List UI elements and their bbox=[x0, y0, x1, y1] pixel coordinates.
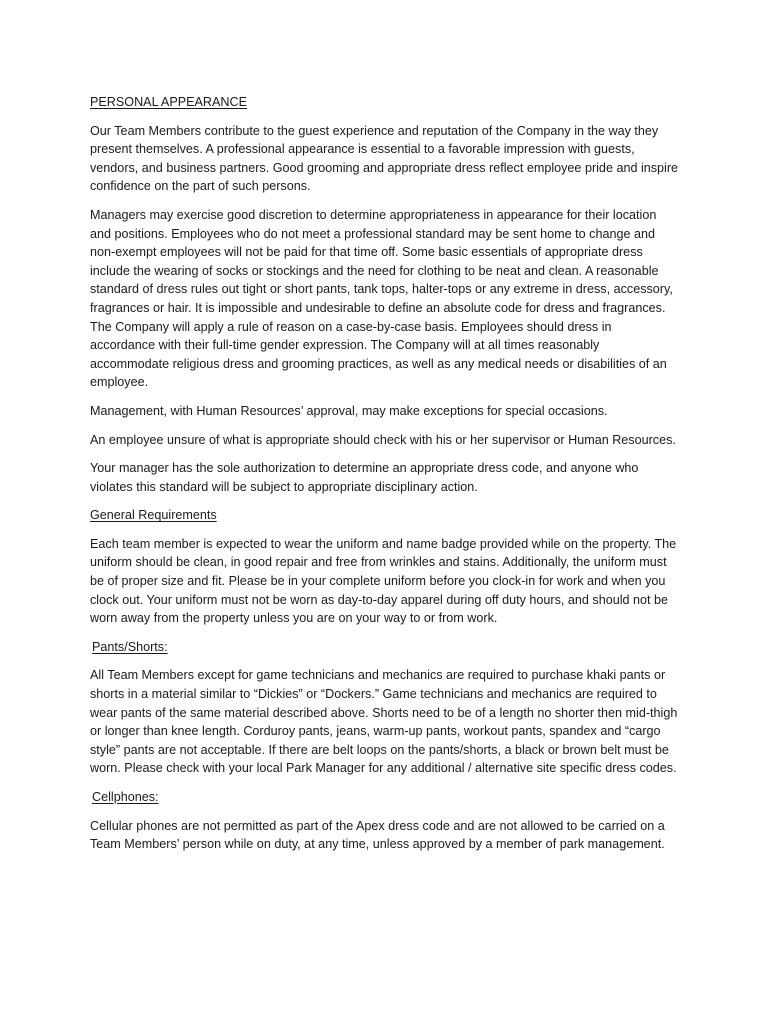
subheading-pants-shorts: Pants/Shorts: bbox=[92, 639, 168, 654]
paragraph-manager-authorization: Your manager has the sole authorization to determine an appropriate dress code, and anyone who violates this standard will be subject to appropriate disciplinary action. bbox=[90, 461, 639, 494]
document-body bbox=[90, 93, 680, 864]
subheading-general-requirements: General Requirements bbox=[90, 508, 217, 523]
paragraph-manager-discretion: Managers may exercise good discretion to determine appropriateness in appearance for their location and positions. Employees who do not meet a professional standard may be sent home to change and non-exempt employees will not be paid for that time off. Some basic essentials of appropriate dress include the wearing of socks or stockings and the need for clothing to be neat and clean. A reasonable standard of dress rules out tight or short pants, tank tops, halter-tops or any extreme in dress, accessory, fragrances or hair. It is impossible and undesirable to define an absolute code for dress and fragrances. The Company will apply a rule of reason on a case-by-case basis. Employees should dress in accordance with their full-time gender expression. The Company will at all times reasonably accommodate religious dress and grooming practices, as well as any medical needs or disabilities of an employee. bbox=[90, 207, 673, 390]
paragraph-pants-shorts: All Team Members except for game technicians and mechanics are required to purchase khaki pants or shorts in a material similar to “Dickies” or “Dockers.” Game technicians and mechanics are required to wear pants of the same material described above. Shorts need to be of a length no shorter then mid-thigh or longer than knee length. Corduroy pants, jeans, warm-up pants, workout pants, spandex and “cargo style” pants are not acceptable. If there are belt loops on the pants/shorts, a black or brown belt must be worn. Please check with your local Park Manager for any additional / alternative site specific dress codes. bbox=[90, 668, 678, 776]
paragraph-cellphones: Cellular phones are not permitted as part of the Apex dress code and are not allowed to be carried on a Team Members’ person while on duty, at any time, unless approved by a member of park management. bbox=[90, 818, 665, 852]
paragraph-general-requirements: Each team member is expected to wear the uniform and name badge provided while on the property. The uniform should be clean, in good repair and free from wrinkles and stains. Additionally, the uniform must be of proper size and fit. Please be in your complete uniform before you clock-in for work and when you clock out. Your uniform must not be worn as day-to-day apparel during off duty hours, and should not be worn away from the property unless you are on your way to or from work. bbox=[90, 536, 677, 626]
paragraph-intro-guest-experience: Our Team Members contribute to the guest experience and reputation of the Company in the way they present themselves. A professional appearance is essential to a favorable impression with guests, vendors, and business partners. Good grooming and appropriate dress reflect employee pride and inspire confidence on the part of such persons. bbox=[90, 123, 679, 194]
paragraph-exceptions: Management, with Human Resources’ approval, may make exceptions for special occasions. bbox=[90, 403, 608, 418]
section-title-personal-appearance: PERSONAL APPEARANCE bbox=[90, 95, 248, 109]
subheading-cellphones: Cellphones: bbox=[92, 790, 159, 804]
paragraph-unsure-check: An employee unsure of what is appropriate should check with his or her supervisor or Human Resources. bbox=[90, 432, 676, 447]
